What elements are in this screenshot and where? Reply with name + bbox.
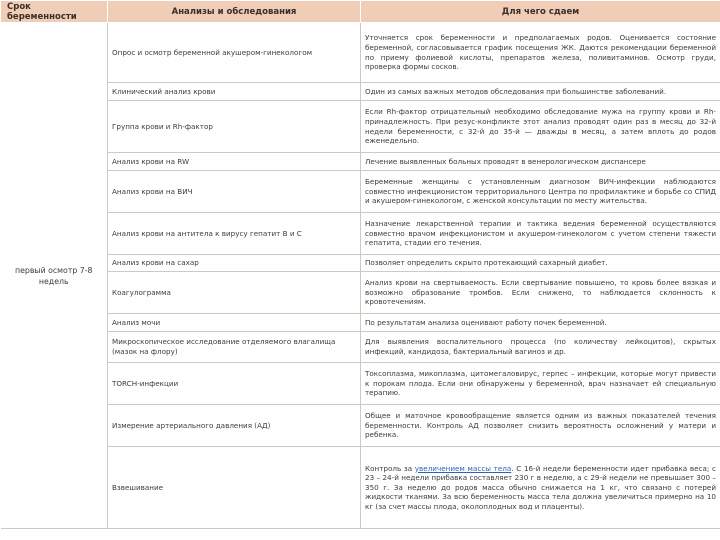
test-purpose: Позволяет определить скрыто протекающий сахарный диабет.: [361, 255, 720, 272]
test-purpose: Назначение лекарственной терапии и тактика ведения беременной осуществляются совместно врачом инфекционистом и акушером-гинекологом с учетом степени тяжести гепатита, стадии его течения.: [361, 213, 720, 255]
test-purpose: Беременные женщины с установленным диагнозом ВИЧ-инфекции наблюдаются совместно инфекционистом территориального Центра по профилактике и борьбе со СПИД и акушером-гинекологом, с женской консультации по месту жительства.: [361, 171, 720, 213]
test-name: Анализ крови на антитела к вирусу гепатит B и C: [108, 213, 361, 255]
test-name: Микроскопическое исследование отделяемого влагалища (мазок на флору): [108, 332, 361, 363]
table-row: [1, 171, 720, 213]
weight-gain-link[interactable]: увеличением массы тела: [414, 463, 512, 473]
test-name: Группа крови и Rh-фактор: [108, 101, 361, 153]
table-row: [1, 447, 720, 529]
test-name: Анализ мочи: [108, 314, 361, 332]
table-row: [1, 101, 720, 153]
test-name: Коагулограмма: [108, 272, 361, 314]
test-name: TORCH-инфекции: [108, 363, 361, 405]
table-row: [1, 23, 720, 83]
table-row: [1, 213, 720, 255]
test-purpose: Если Rh-фактор отрицательный необходимо обследование мужа на группу крови и Rh-принадлежность. При резус-конфликте этот анализ проводят один раз в месяц до 32-й недели беременности, с 32-й до 35-й — дважды в месяц, а затем вплоть до родов еженедельно.: [361, 101, 720, 153]
purpose-rest: . С 16-й недели беременности идет прибавка веса; с 23 – 24-й недели прибавка составляет 230 г в неделю, а с 29-й недели не превышает 300 – 350 г. За неделю до родов масса обычно снижается на 1 кг, что связано с потерей жидкости тканями. За всю беременность масса тела должна увеличиться примерно на 10 кг (за счет массы плода, околоплодных вод и плаценты).: [365, 463, 716, 511]
test-purpose: Общее и маточное кровообращение является одним из важных показателей течения беременности. Контроль АД позволяет снизить вероятность осложнений у матери и ребенка.: [361, 405, 720, 447]
test-purpose: Уточняется срок беременности и предполагаемых родов. Оценивается состояние беременной, согласовывается график посещения ЖК. Даются рекомендации беременной по приему фолиевой кислоты, препаратов железа, поливитаминов. Осмотр груди, проверка формы сосков.: [361, 23, 720, 83]
header-term: Срок беременности: [1, 1, 108, 23]
test-name: Анализ крови на RW: [108, 153, 361, 171]
header-why: Для чего сдаем: [361, 1, 720, 23]
table-row: [1, 272, 720, 314]
test-name: Анализ крови на сахар: [108, 255, 361, 272]
test-purpose: Токсоплазма, микоплазма, цитомегаловирус, герпес – инфекции, которые могут привести к порокам плода. Если они обнаружены у беременной, врач назначает ей специальную терапию.: [361, 363, 720, 405]
header-row: [1, 1, 720, 23]
test-name: Измерение артериального давления (АД): [108, 405, 361, 447]
term-cell: первый осмотр 7-8 недель: [1, 23, 108, 529]
test-purpose: [361, 447, 720, 529]
test-purpose: Для выявления воспалительного процесса (по количеству лейкоцитов), скрытых инфекций, кандидоза, бактериальный вагиноз и др.: [361, 332, 720, 363]
test-purpose: Анализ крови на свертываемость. Если свертывание повышено, то кровь более вязкая и возможно образование тромбов. Если снижено, то наблюдается склонность к кровотечениям.: [361, 272, 720, 314]
table-row: [1, 314, 720, 332]
table-row: [1, 153, 720, 171]
table-row: [1, 363, 720, 405]
test-purpose: Лечение выявленных больных проводят в венерологическом диспансере: [361, 153, 720, 171]
header-tests: Анализы и обследования: [108, 1, 361, 23]
test-name: Клинический анализ крови: [108, 83, 361, 101]
test-name: Опрос и осмотр беременной акушером-гинекологом: [108, 23, 361, 83]
test-name: Анализ крови на ВИЧ: [108, 171, 361, 213]
table-row: [1, 255, 720, 272]
table-row: [1, 405, 720, 447]
test-name: Взвешивание: [108, 447, 361, 529]
purpose-prefix: Контроль за: [365, 463, 415, 473]
test-purpose: По результатам анализа оценивают работу почек беременной.: [361, 314, 720, 332]
table-row: [1, 83, 720, 101]
table-row: [1, 332, 720, 363]
test-purpose: Один из самых важных методов обследования при большинстве заболеваний.: [361, 83, 720, 101]
